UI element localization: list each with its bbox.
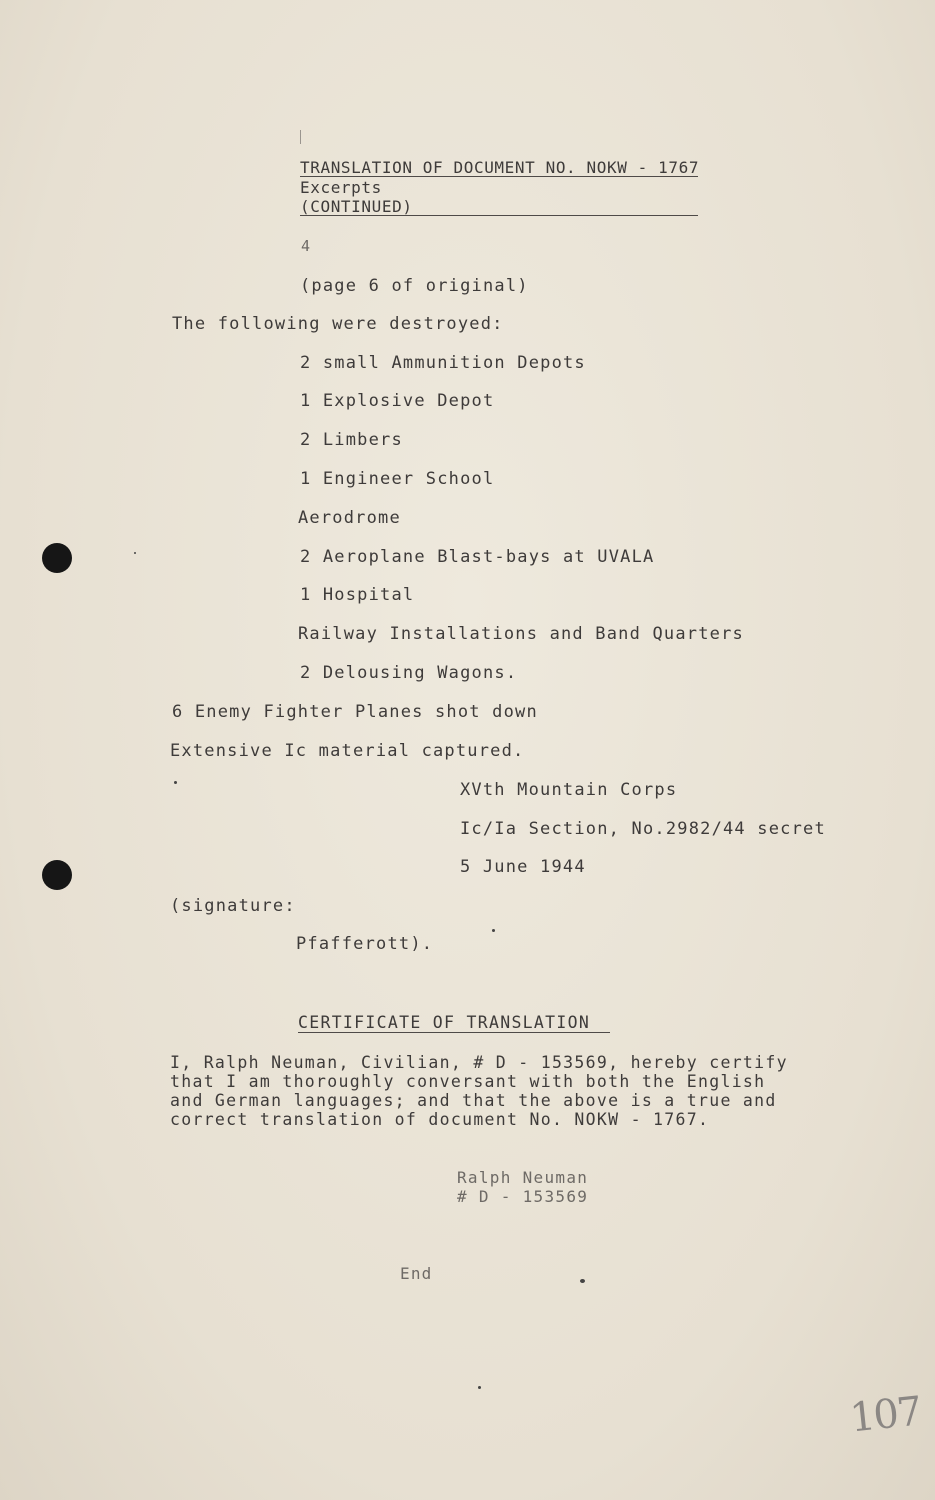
signer-name: Ralph Neuman — [457, 1168, 589, 1187]
ink-speck — [174, 781, 177, 784]
ink-speck — [134, 552, 136, 554]
certificate-line: correct translation of document No. NOKW - 1767. — [170, 1110, 710, 1129]
certificate-line: I, Ralph Neuman, Civilian, # D - 153569, hereby certify — [170, 1053, 788, 1072]
document-title: TRANSLATION OF DOCUMENT NO. NOKW - 1767 — [300, 158, 700, 177]
certificate-title-underline — [298, 1032, 610, 1033]
page-reference: (page 6 of original) — [300, 276, 529, 296]
paper-mark — [300, 130, 301, 144]
end-text: End — [400, 1264, 433, 1283]
handwritten-page-number: 107 — [847, 1388, 923, 1442]
list-item: 1 Explosive Depot — [300, 391, 495, 411]
intro-text: The following were destroyed: — [172, 314, 504, 334]
ink-speck — [492, 929, 495, 932]
certificate-line: and German languages; and that the above is a true and — [170, 1091, 777, 1110]
signature-name: Pfafferott). — [296, 934, 434, 954]
signature-label: (signature: — [170, 896, 296, 916]
fighters-line: 6 Enemy Fighter Planes shot down — [172, 702, 538, 722]
ink-speck — [478, 1386, 481, 1389]
signer-id: # D - 153569 — [457, 1187, 589, 1206]
source-corps: XVth Mountain Corps — [460, 780, 678, 800]
list-item: 1 Hospital — [300, 585, 415, 605]
certificate-line: that I am thoroughly conversant with both the English — [170, 1072, 766, 1091]
continued-label: (CONTINUED) — [300, 197, 413, 216]
page-marker: 4 — [301, 237, 312, 255]
list-item: Railway Installations and Band Quarters — [298, 624, 744, 644]
punch-hole — [42, 860, 72, 890]
list-item: 2 Limbers — [300, 430, 403, 450]
header-underline — [300, 215, 698, 216]
source-section: Ic/Ia Section, No.2982/44 secret — [460, 819, 826, 839]
material-line: Extensive Ic material captured. — [170, 741, 525, 761]
document-subtitle: Excerpts — [300, 178, 382, 197]
title-underline — [300, 176, 698, 177]
list-item: Aerodrome — [298, 508, 401, 528]
list-item: 2 Delousing Wagons. — [300, 663, 518, 683]
source-date: 5 June 1944 — [460, 857, 586, 877]
list-item: 2 Aeroplane Blast-bays at UVALA — [300, 547, 655, 567]
ink-speck — [580, 1279, 585, 1283]
list-item: 1 Engineer School — [300, 469, 495, 489]
list-item: 2 small Ammunition Depots — [300, 353, 586, 373]
certificate-title: CERTIFICATE OF TRANSLATION — [298, 1013, 591, 1032]
punch-hole — [42, 543, 72, 573]
